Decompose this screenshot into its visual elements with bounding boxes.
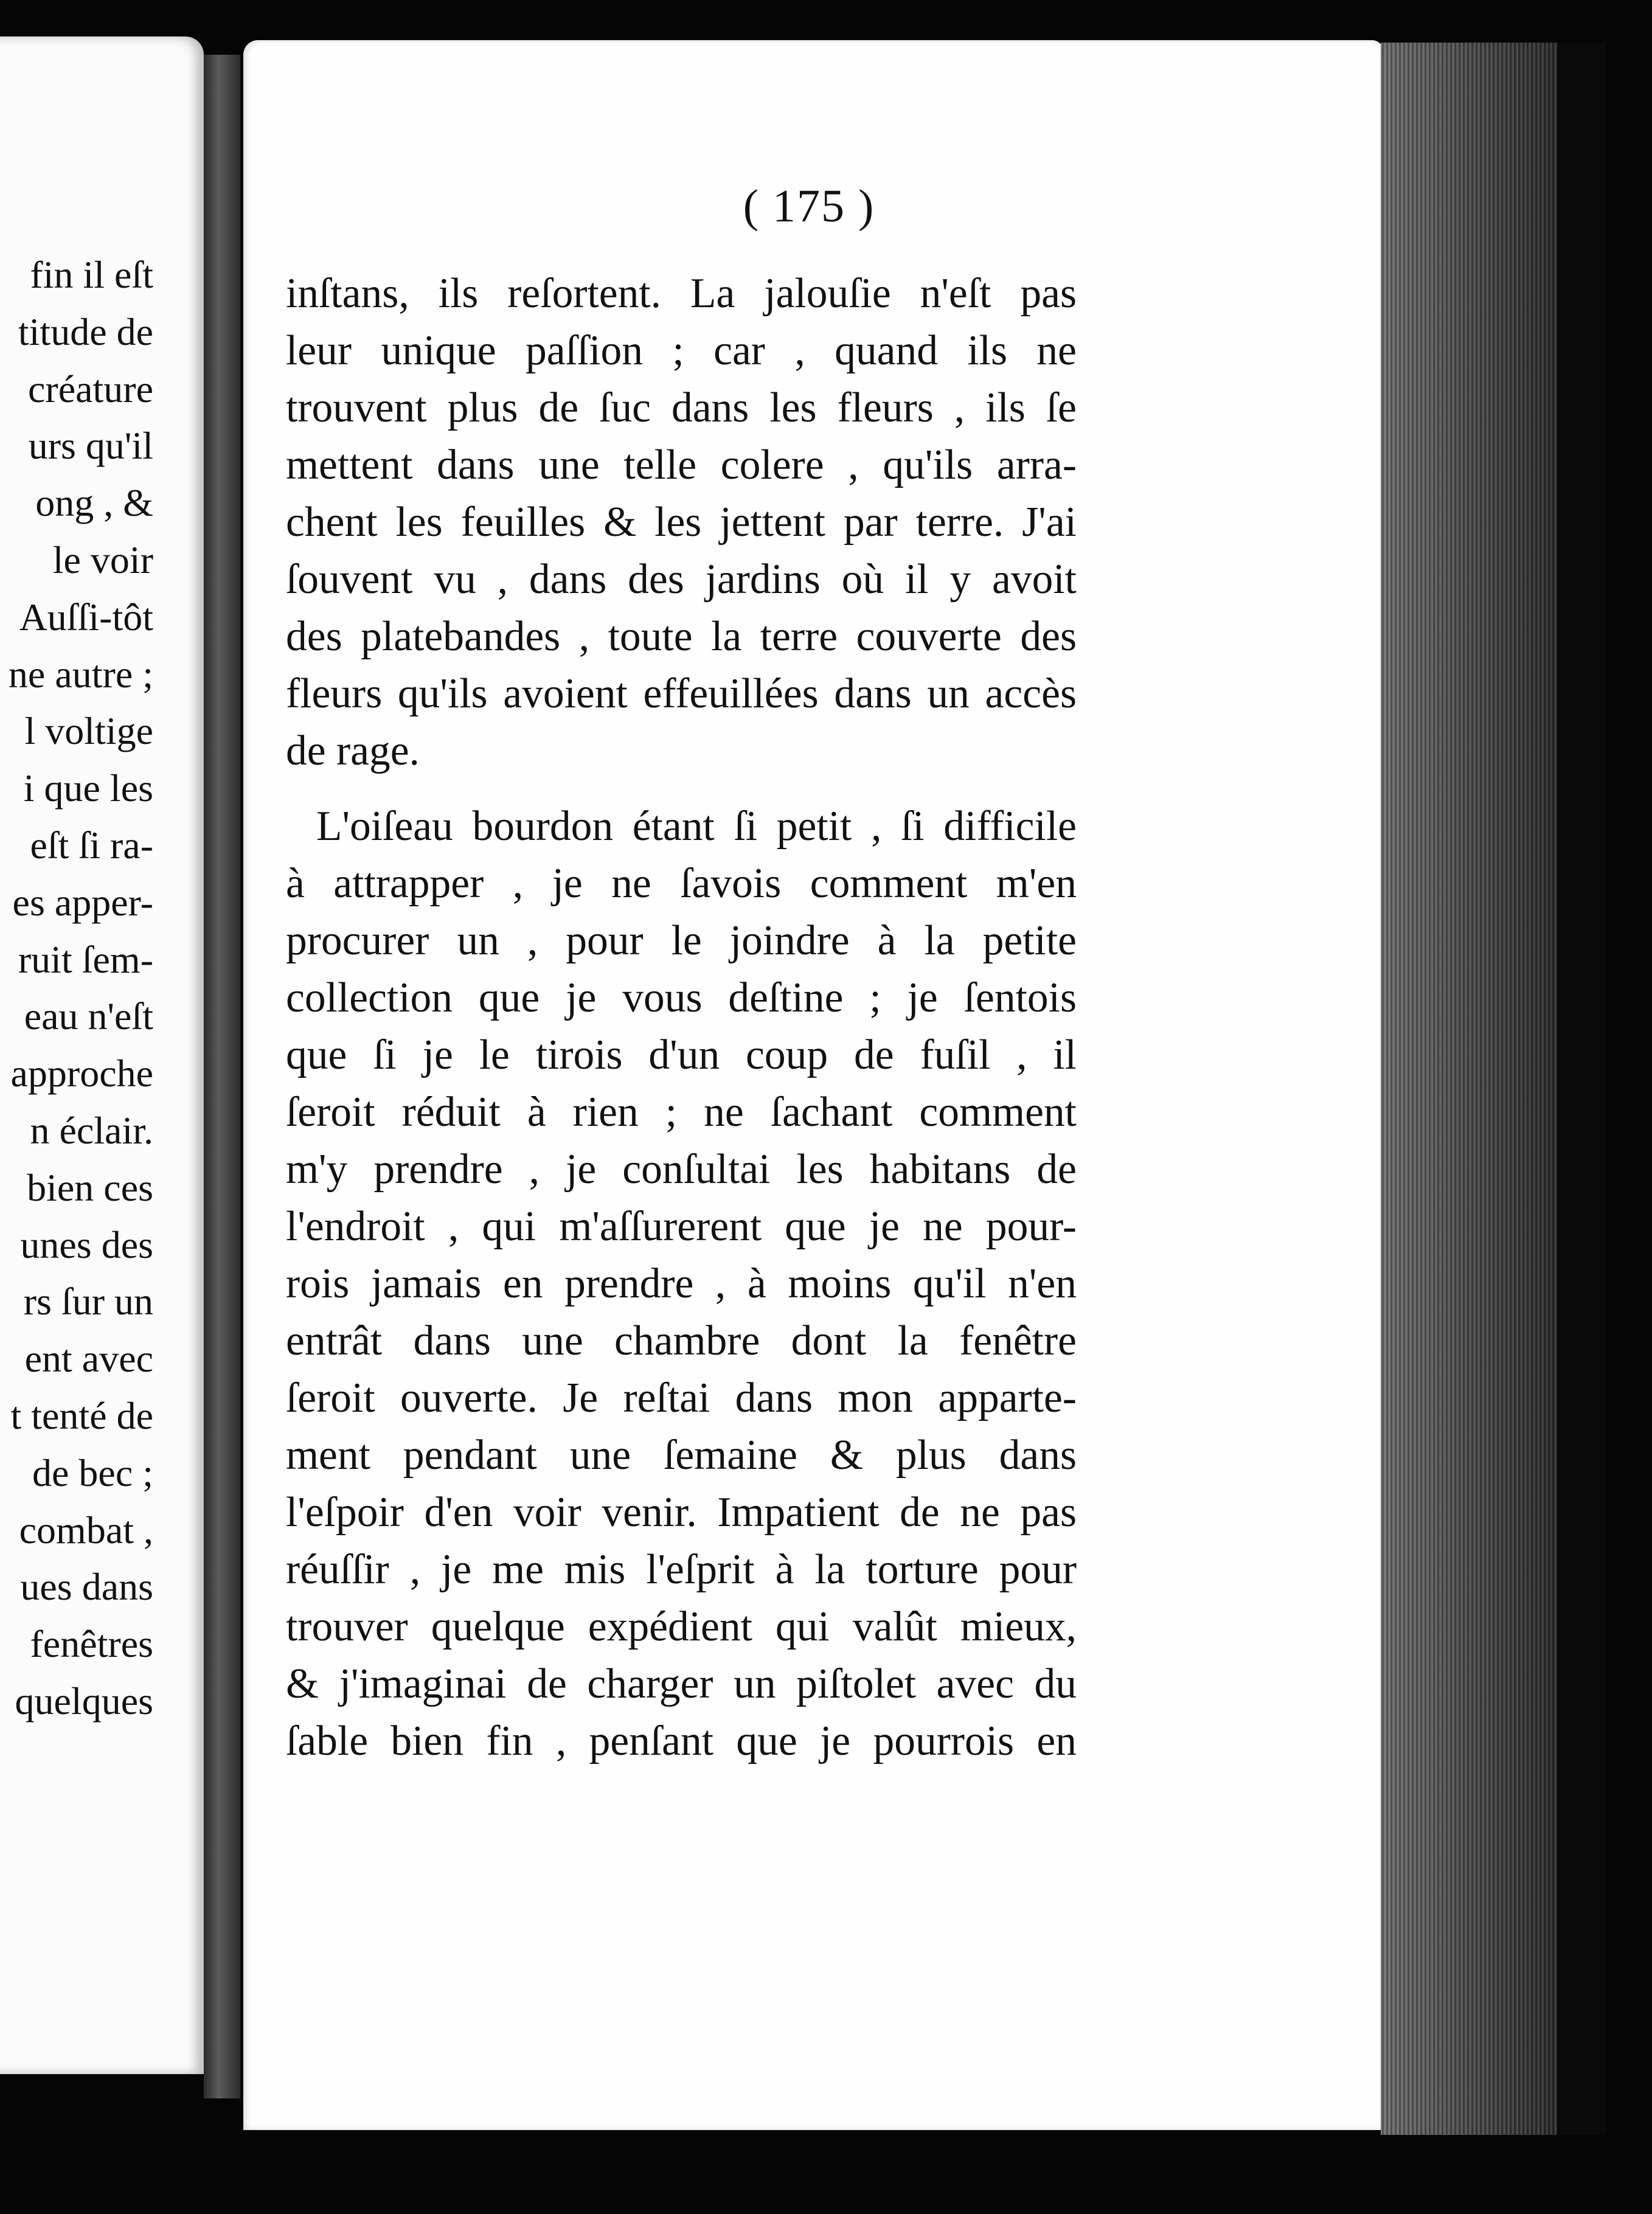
text-line: i que les [23,766,153,810]
text-line: chent les feuilles & les jettent par terre. J'ai [286,499,1077,546]
text-line: ſouvent vu , dans des jardins où il y avoit [286,556,1077,603]
text-line: trouver quelque expédient qui valût mieux, [286,1603,1077,1650]
left-page-text [0,246,153,1730]
text-line: ne autre ; [8,652,153,696]
text-line: entrât dans une chambre dont la fenêtre [286,1317,1077,1364]
text-line: trouvent plus de ſuc dans les fleurs , ils ſe [286,384,1077,431]
paragraph [286,265,1077,780]
text-line: ſeroit ouverte. Je reſtai dans mon apparte- [286,1375,1077,1421]
text-line: eau n'eſt [24,994,153,1038]
text-line: réuſſir , je me mis l'eſprit à la torture pour [286,1546,1077,1593]
text-line: ent avec [24,1337,153,1381]
text-line: quelques [15,1679,153,1723]
edge-shadow [1557,43,1606,2135]
text-line: ues dans [20,1565,153,1609]
text-line: l voltige [24,709,153,753]
text-line: ſable bien fin , penſant que je pourrois en [286,1718,1077,1765]
text-line: collection que je vous deſtine ; je ſentois [286,974,1077,1021]
text-line: combat , [19,1508,153,1552]
text-line: procurer un , pour le joindre à la petite [286,917,1077,964]
text-line: ruit ſem- [18,937,153,981]
text-line: rois jamais en prendre , à moins qu'il n'en [286,1260,1077,1307]
text-line: fenêtres [30,1622,153,1666]
text-line: l'eſpoir d'en voir venir. Impatient de ne pas [286,1489,1077,1536]
page-number: ( 175 ) [743,181,875,232]
text-line: fin il eſt [30,253,153,296]
text-line: Auſſi-tôt [19,595,153,639]
text-line: de rage. [286,727,420,774]
text-line: fleurs qu'ils avoient effeuillées dans un accès [286,670,1077,717]
text-line: ment pendant une ſemaine & plus dans [286,1432,1077,1479]
paragraph-gap [286,780,1077,798]
right-page [243,40,1383,2130]
text-line: de bec ; [32,1451,153,1494]
book-gutter [204,55,240,2098]
text-line: ſeroit réduit à rien ; ne ſachant comment [286,1089,1077,1136]
right-page-text [286,265,1077,1770]
left-page [0,36,204,2074]
text-line: le voir [52,538,153,581]
text-line: des platebandes , toute la terre couverte des [286,613,1077,660]
text-line: urs qu'il [28,424,153,468]
text-line: rs ſur un [23,1280,153,1324]
page-edges [1381,43,1588,2135]
paragraph [286,798,1077,1770]
text-line: créature [27,367,153,411]
text-line: eſt ſi ra- [30,823,153,867]
text-line: unes des [20,1223,153,1266]
text-line: inſtans, ils reſortent. La jalouſie n'eſt pas [286,270,1077,317]
text-line: es apper- [12,880,153,924]
text-line: à attrapper , je ne ſavois comment m'en [286,860,1077,907]
text-line: m'y prendre , je conſultai les habitans de [286,1146,1077,1193]
text-line: L'oiſeau bourdon étant ſi petit , ſi difficile [316,803,1077,850]
text-line: leur unique paſſion ; car , quand ils ne [286,327,1077,374]
text-line: mettent dans une telle colere , qu'ils arra- [286,442,1077,488]
text-line: t tenté de [10,1393,153,1437]
text-line: ong , & [35,481,153,525]
text-line: bien ces [27,1165,153,1209]
text-line: approche [10,1052,153,1095]
text-line: & j'imaginai de charger un piſtolet avec du [286,1660,1077,1707]
text-line: que ſi je le tirois d'un coup de fuſil , il [286,1032,1077,1078]
text-line: l'endroit , qui m'aſſurerent que je ne pour- [286,1203,1077,1250]
text-line: titude de [18,310,153,353]
text-line: n éclair. [30,1108,153,1152]
